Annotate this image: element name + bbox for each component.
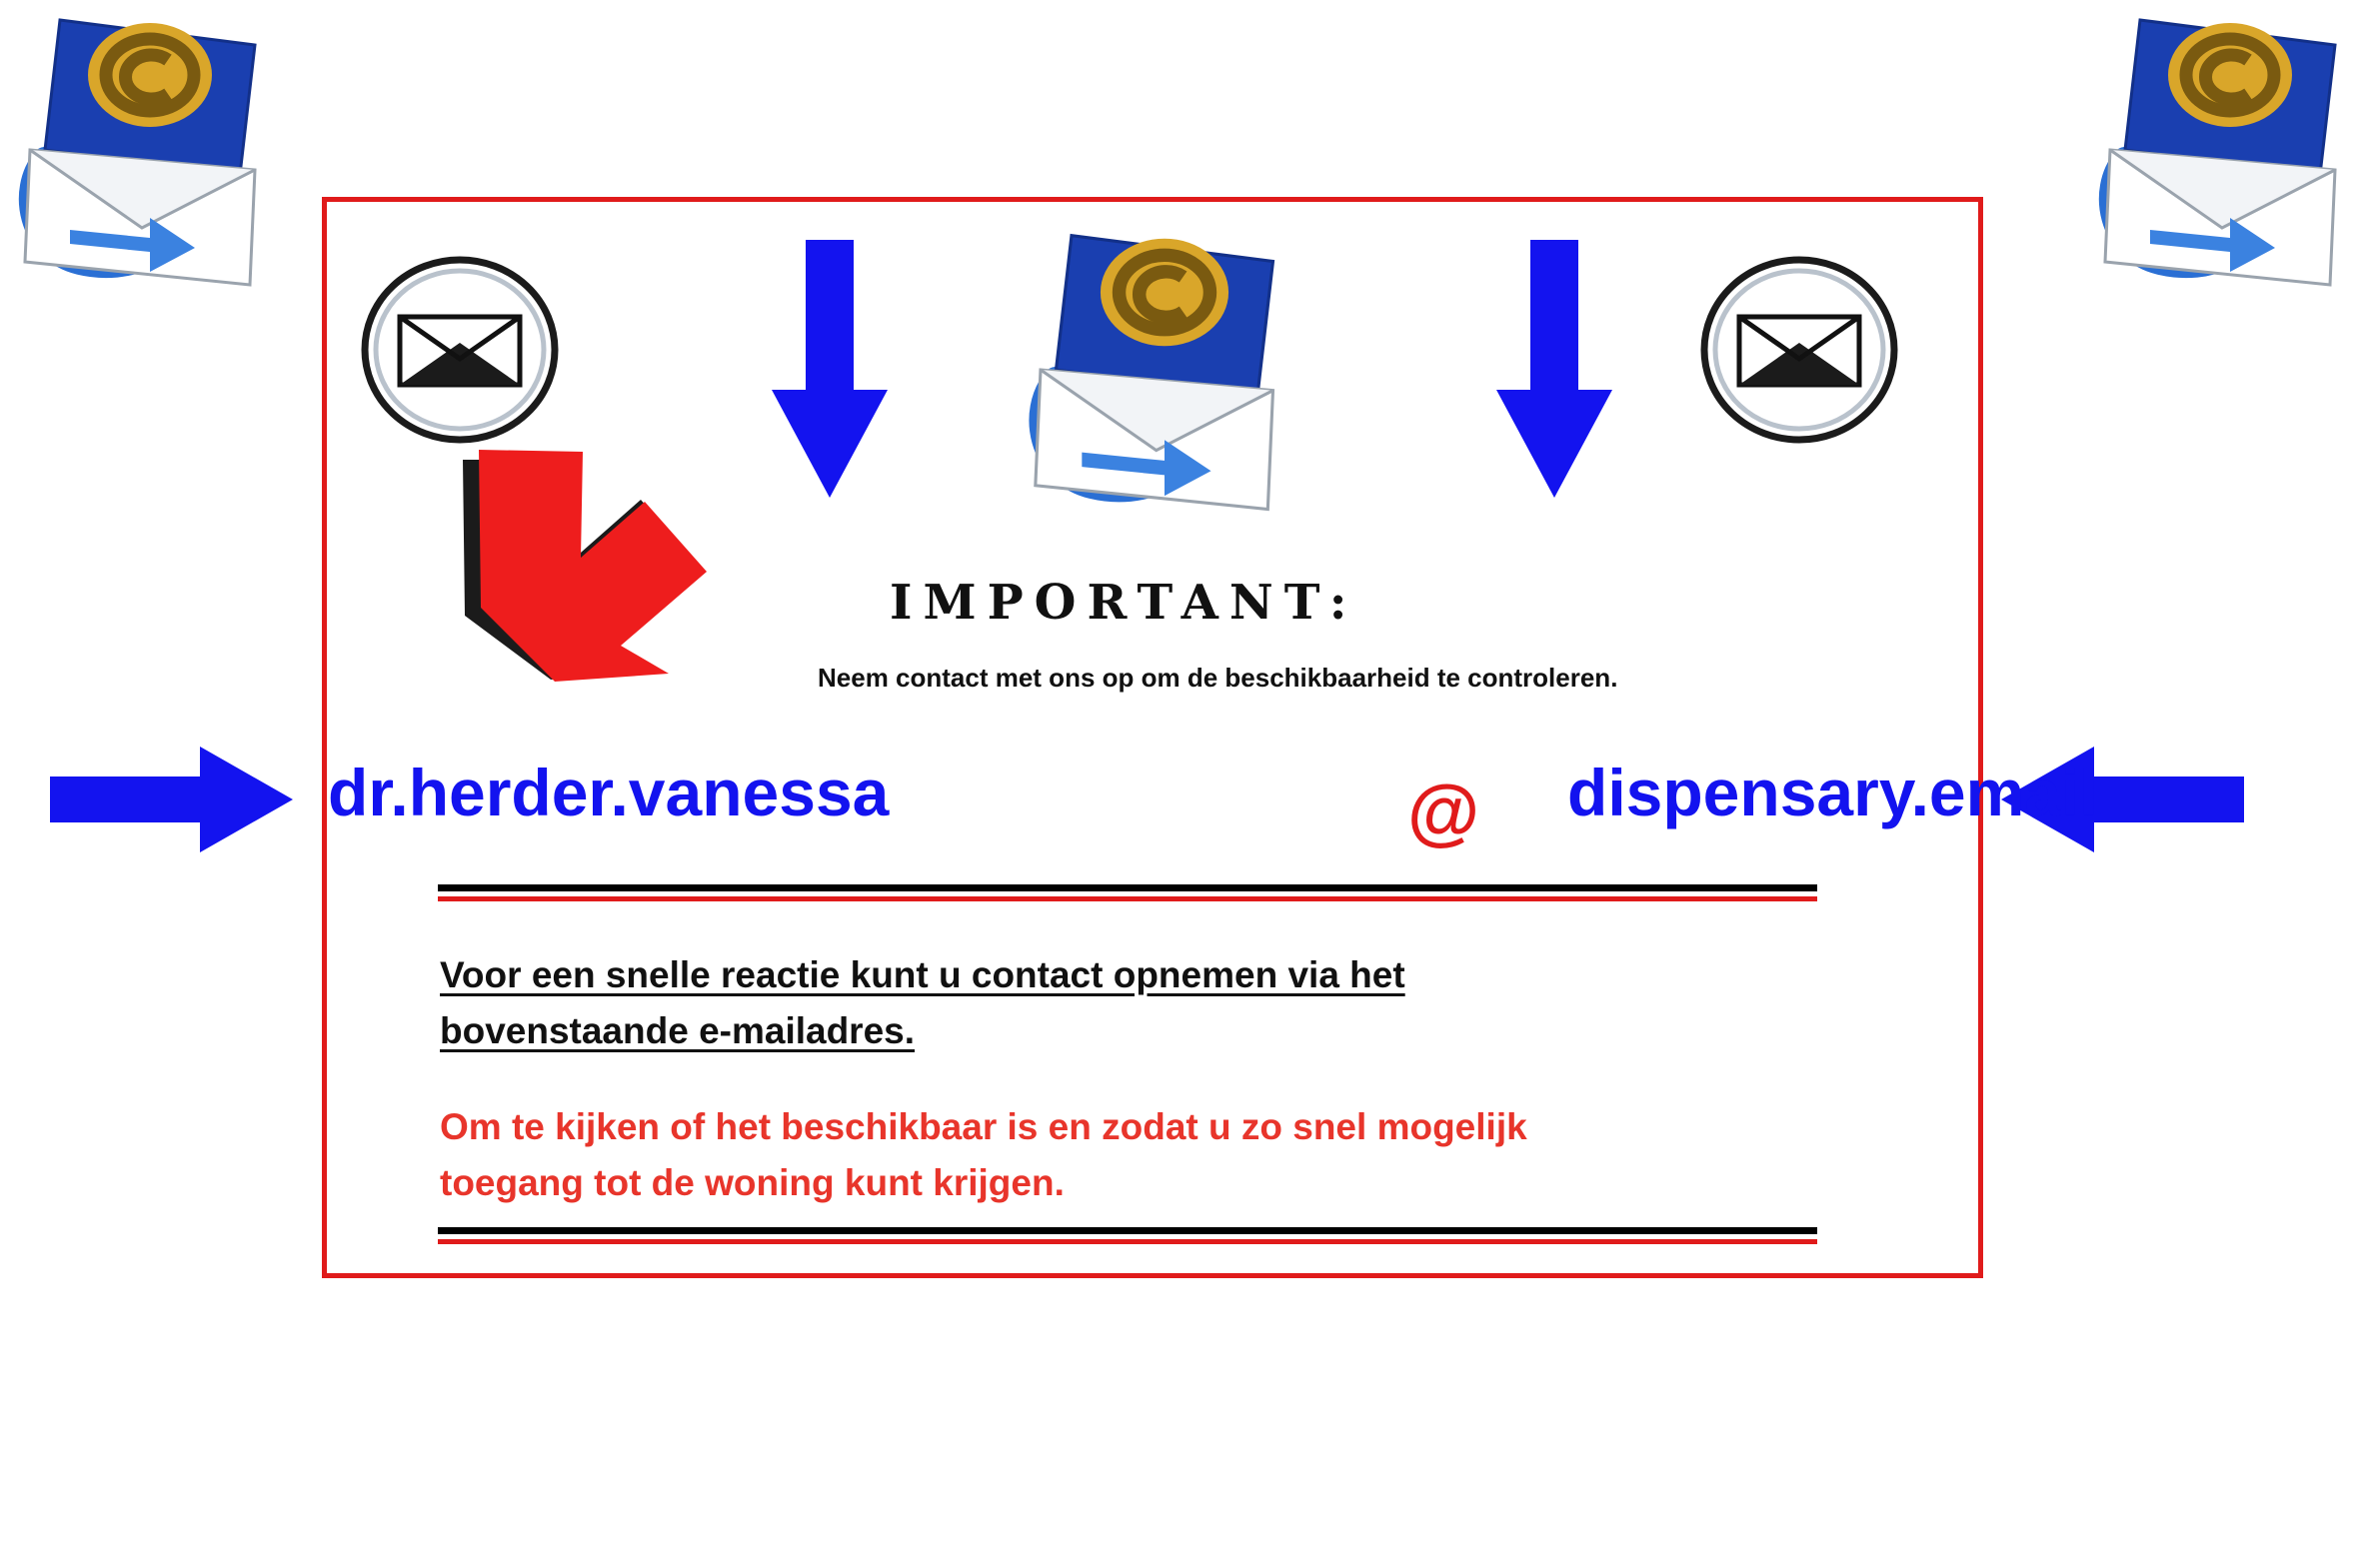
availability-paragraph: Om te kijken of het beschikbaar is en zodat u zo snel mogelijk toegang tot de woning kunt krijgen.	[440, 1106, 1527, 1203]
blue-right-arrow-icon	[50, 745, 295, 854]
divider-bottom-red-line	[438, 1239, 1817, 1244]
mail-envelope-icon-top-left	[0, 0, 300, 300]
mail-envelope-icon-top-right	[2080, 0, 2380, 300]
availability-note: Neem contact met ons op om de beschikbaarheid te controleren.	[818, 663, 1618, 693]
page-title: IMPORTANT:	[890, 575, 1358, 631]
envelope-circle-icon-left	[360, 255, 560, 445]
instruction-paragraph: Voor een snelle reactie kunt u contact opnemen via het bovenstaande e-mailadres.	[440, 954, 1405, 1051]
red-diagonal-arrow-icon	[455, 440, 735, 690]
at-symbol-icon: @	[1407, 770, 1480, 852]
divider-bottom	[438, 1227, 1817, 1244]
mail-envelope-icon-center	[1010, 215, 1319, 525]
divider-top	[438, 884, 1817, 901]
blue-down-arrow-icon-right	[1494, 240, 1614, 500]
divider-bottom-black-line	[438, 1227, 1817, 1234]
email-local-part: dr.herder.vanessa	[328, 756, 890, 829]
blue-down-arrow-icon-left	[770, 240, 890, 500]
envelope-circle-icon-right	[1699, 255, 1899, 445]
email-address-row[interactable]	[328, 755, 2098, 854]
divider-top-red-line	[438, 896, 1817, 901]
divider-top-black-line	[438, 884, 1817, 891]
email-domain-part: dispensary.email	[1567, 756, 2098, 829]
